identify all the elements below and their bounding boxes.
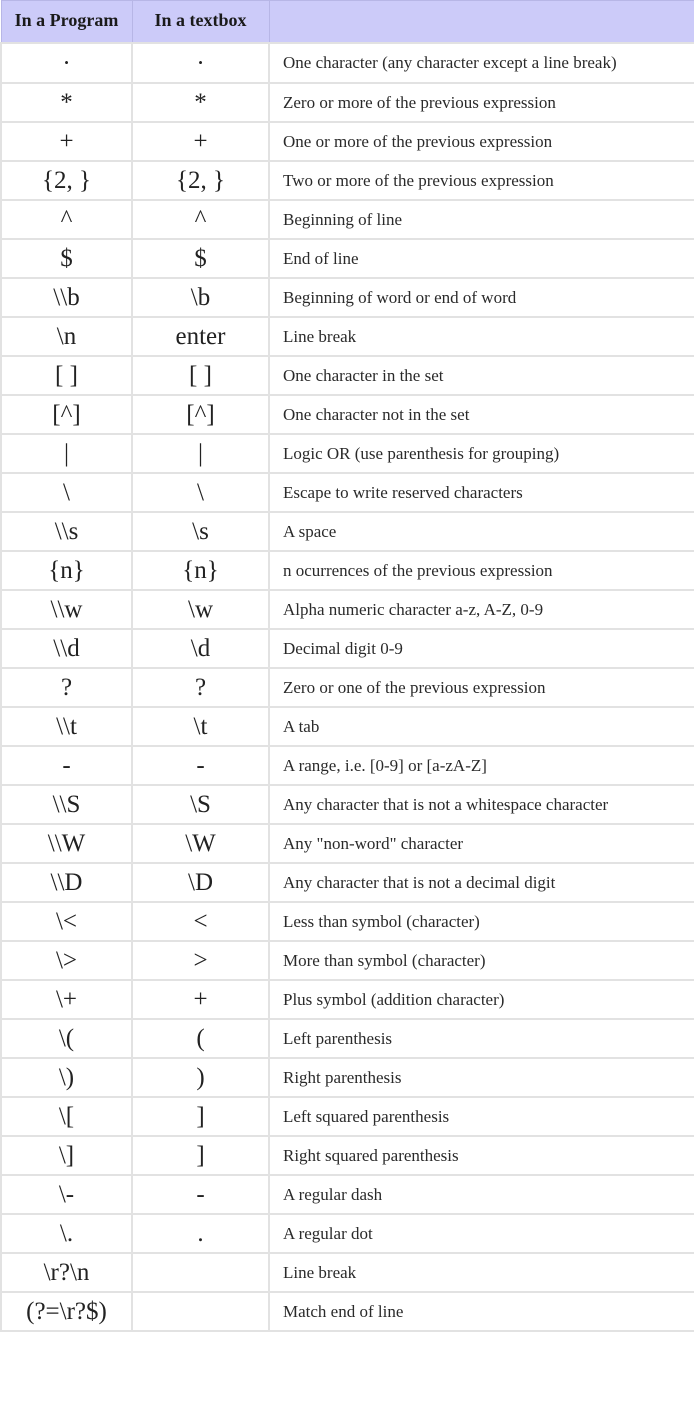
- cell-description: Zero or one of the previous expression: [269, 668, 694, 707]
- cell-program: ?: [1, 668, 132, 707]
- table-row: [1, 1136, 694, 1175]
- cell-description: Left parenthesis: [269, 1019, 694, 1058]
- cell-textbox: \d: [132, 629, 269, 668]
- table-row: [1, 1097, 694, 1136]
- cell-program: {2, }: [1, 161, 132, 200]
- cell-description: Two or more of the previous expression: [269, 161, 694, 200]
- cell-textbox: \S: [132, 785, 269, 824]
- cell-program: ·: [1, 43, 132, 83]
- cell-textbox: >: [132, 941, 269, 980]
- cell-program: \): [1, 1058, 132, 1097]
- table-row: [1, 278, 694, 317]
- cell-textbox: \w: [132, 590, 269, 629]
- table-row: [1, 668, 694, 707]
- cell-textbox: \: [132, 473, 269, 512]
- cell-description: Left squared parenthesis: [269, 1097, 694, 1136]
- table-row: [1, 43, 694, 83]
- cell-program: (?=\r?$): [1, 1292, 132, 1331]
- cell-description: A space: [269, 512, 694, 551]
- cell-textbox: .: [132, 1214, 269, 1253]
- cell-textbox: -: [132, 746, 269, 785]
- cell-program: \\s: [1, 512, 132, 551]
- cell-description: Escape to write reserved characters: [269, 473, 694, 512]
- table-row: [1, 746, 694, 785]
- table-row: [1, 317, 694, 356]
- table-row: [1, 473, 694, 512]
- column-header-textbox: In a textbox: [132, 1, 269, 44]
- cell-description: One character (any character except a line break): [269, 43, 694, 83]
- table-row: [1, 1214, 694, 1253]
- cell-description: Alpha numeric character a-z, A-Z, 0-9: [269, 590, 694, 629]
- cell-description: n ocurrences of the previous expression: [269, 551, 694, 590]
- cell-program: \>: [1, 941, 132, 980]
- cell-program: \-: [1, 1175, 132, 1214]
- cell-textbox: ^: [132, 200, 269, 239]
- cell-program: \\w: [1, 590, 132, 629]
- cell-description: Line break: [269, 1253, 694, 1292]
- table-row: [1, 200, 694, 239]
- table-row: [1, 863, 694, 902]
- table-body: [1, 43, 694, 1331]
- cell-textbox: +: [132, 980, 269, 1019]
- cell-textbox: ]: [132, 1097, 269, 1136]
- cell-program: \]: [1, 1136, 132, 1175]
- cell-program: $: [1, 239, 132, 278]
- cell-description: Beginning of line: [269, 200, 694, 239]
- cell-textbox: [^]: [132, 395, 269, 434]
- table-row: [1, 122, 694, 161]
- cell-textbox: -: [132, 1175, 269, 1214]
- cell-description: More than symbol (character): [269, 941, 694, 980]
- table-row: [1, 629, 694, 668]
- cell-description: Plus symbol (addition character): [269, 980, 694, 1019]
- cell-program: \n: [1, 317, 132, 356]
- cell-program: *: [1, 83, 132, 122]
- cell-description: A regular dash: [269, 1175, 694, 1214]
- table-row: [1, 434, 694, 473]
- table-row: [1, 1175, 694, 1214]
- cell-textbox: ?: [132, 668, 269, 707]
- cell-program: \\S: [1, 785, 132, 824]
- cell-program: \.: [1, 1214, 132, 1253]
- cell-textbox: \W: [132, 824, 269, 863]
- cell-description: Line break: [269, 317, 694, 356]
- table-row: [1, 941, 694, 980]
- cell-textbox: ): [132, 1058, 269, 1097]
- cell-textbox: \s: [132, 512, 269, 551]
- cell-program: \\t: [1, 707, 132, 746]
- cell-textbox: *: [132, 83, 269, 122]
- table-row: [1, 1253, 694, 1292]
- cell-textbox: {n}: [132, 551, 269, 590]
- table-row: [1, 356, 694, 395]
- column-header-program: In a Program: [1, 1, 132, 44]
- cell-textbox: [132, 1253, 269, 1292]
- cell-description: One character in the set: [269, 356, 694, 395]
- cell-description: Zero or more of the previous expression: [269, 83, 694, 122]
- table-row: [1, 395, 694, 434]
- cell-program: [^]: [1, 395, 132, 434]
- cell-program: \: [1, 473, 132, 512]
- cell-description: One or more of the previous expression: [269, 122, 694, 161]
- cell-program: \+: [1, 980, 132, 1019]
- table-row: [1, 707, 694, 746]
- table-row: [1, 980, 694, 1019]
- cell-description: Beginning of word or end of word: [269, 278, 694, 317]
- cell-description: A tab: [269, 707, 694, 746]
- cell-program: |: [1, 434, 132, 473]
- table-row: [1, 551, 694, 590]
- cell-textbox: (: [132, 1019, 269, 1058]
- cell-textbox: ·: [132, 43, 269, 83]
- cell-textbox: ]: [132, 1136, 269, 1175]
- cell-description: Decimal digit 0-9: [269, 629, 694, 668]
- cell-description: A regular dot: [269, 1214, 694, 1253]
- cell-textbox: \t: [132, 707, 269, 746]
- table-row: [1, 512, 694, 551]
- table-row: [1, 1019, 694, 1058]
- cell-program: {n}: [1, 551, 132, 590]
- cell-textbox: enter: [132, 317, 269, 356]
- table-row: [1, 1058, 694, 1097]
- table-row: [1, 902, 694, 941]
- table-row: [1, 785, 694, 824]
- cell-program: \r?\n: [1, 1253, 132, 1292]
- cell-description: Logic OR (use parenthesis for grouping): [269, 434, 694, 473]
- cell-description: Right squared parenthesis: [269, 1136, 694, 1175]
- cell-textbox: \b: [132, 278, 269, 317]
- cell-program: \<: [1, 902, 132, 941]
- cell-description: A range, i.e. [0-9] or [a-zA-Z]: [269, 746, 694, 785]
- column-header-description: [269, 1, 694, 44]
- cell-description: One character not in the set: [269, 395, 694, 434]
- cell-description: End of line: [269, 239, 694, 278]
- cell-program: +: [1, 122, 132, 161]
- cell-textbox: $: [132, 239, 269, 278]
- table-row: [1, 590, 694, 629]
- table-row: [1, 161, 694, 200]
- cell-textbox: [132, 1292, 269, 1331]
- cell-program: \\W: [1, 824, 132, 863]
- cell-program: \(: [1, 1019, 132, 1058]
- cell-program: \\d: [1, 629, 132, 668]
- cell-textbox: |: [132, 434, 269, 473]
- cell-textbox: \D: [132, 863, 269, 902]
- cell-textbox: {2, }: [132, 161, 269, 200]
- cell-textbox: +: [132, 122, 269, 161]
- cell-program: \\D: [1, 863, 132, 902]
- cell-program: -: [1, 746, 132, 785]
- table-row: [1, 239, 694, 278]
- cell-description: Any "non-word" character: [269, 824, 694, 863]
- cell-description: Any character that is not a whitespace character: [269, 785, 694, 824]
- cell-description: Any character that is not a decimal digit: [269, 863, 694, 902]
- table-row: [1, 83, 694, 122]
- cell-program: [ ]: [1, 356, 132, 395]
- cell-textbox: <: [132, 902, 269, 941]
- table-row: [1, 824, 694, 863]
- cell-description: Match end of line: [269, 1292, 694, 1331]
- cell-description: Right parenthesis: [269, 1058, 694, 1097]
- table-row: [1, 1292, 694, 1331]
- cell-program: \\b: [1, 278, 132, 317]
- table-header-row: [1, 1, 694, 44]
- cell-description: Less than symbol (character): [269, 902, 694, 941]
- cell-program: \[: [1, 1097, 132, 1136]
- cell-textbox: [ ]: [132, 356, 269, 395]
- cell-program: ^: [1, 200, 132, 239]
